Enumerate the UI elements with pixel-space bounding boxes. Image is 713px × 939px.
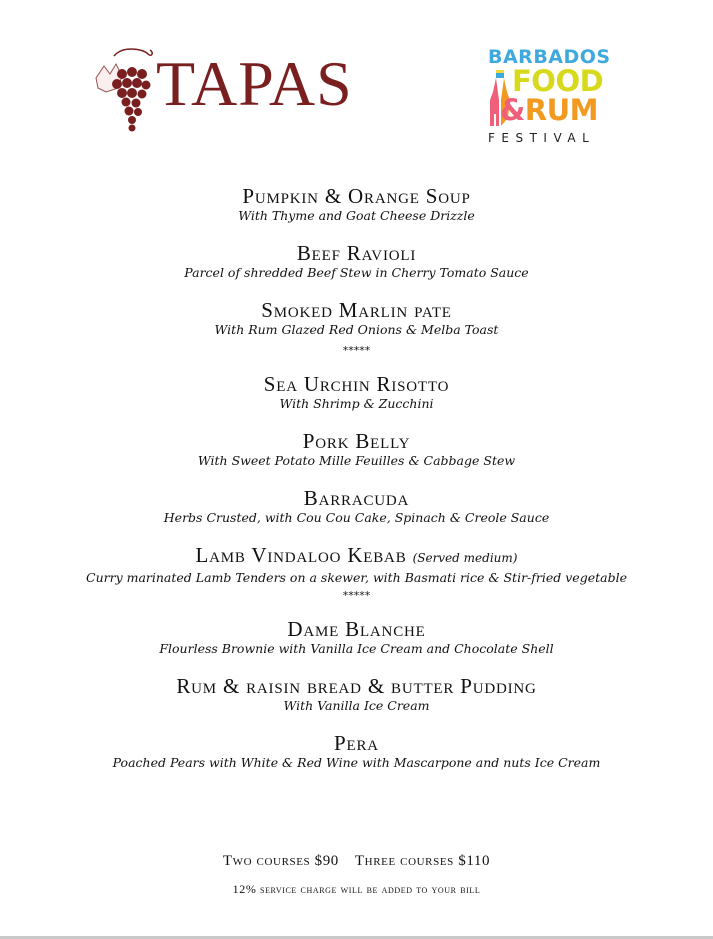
festival-logo-amp: &	[500, 93, 525, 127]
dish-item	[0, 676, 713, 733]
tapas-logo	[92, 44, 353, 140]
menu-list	[0, 186, 713, 773]
festival-logo-festival: FESTIVAL	[488, 131, 596, 145]
dish-item	[0, 431, 713, 488]
dish-item	[0, 619, 713, 676]
dish-description: Poached Pears with White & Red Wine with Mascarpone and nuts Ice Cream	[112, 755, 601, 770]
dish-name: Pork Belly	[302, 429, 411, 453]
dish-description: With Thyme and Goat Cheese Drizzle	[238, 208, 475, 223]
three-courses-price: Three courses $110	[354, 853, 491, 869]
dish-description: Flourless Brownie with Vanilla Ice Cream and Chocolate Shell	[159, 641, 554, 656]
dish-description: Parcel of shredded Beef Stew in Cherry Tomato Sauce	[184, 265, 529, 280]
dish-description: With Vanilla Ice Cream	[283, 698, 430, 713]
festival-logo	[486, 48, 631, 148]
dish-description: With Shrimp & Zucchini	[279, 396, 434, 411]
dish-note: (Served medium)	[412, 551, 518, 565]
dish-name: Sea Urchin Risotto	[263, 372, 450, 396]
dish-description: Curry marinated Lamb Tenders on a skewer, with Basmati rice & Stir-fried vegetable	[86, 570, 627, 585]
dish-name: Rum & raisin bread & butter Pudding	[176, 674, 537, 698]
dish-item	[0, 374, 713, 431]
restaurant-name	[156, 48, 353, 119]
dish-description: With Sweet Potato Mille Feuilles & Cabbage Stew	[197, 453, 516, 468]
dish-name-with-note	[0, 545, 713, 569]
dish-name: Barracuda	[303, 486, 410, 510]
festival-logo-food: FOOD	[512, 64, 604, 98]
festival-logo-rum	[500, 93, 599, 127]
dish-item	[0, 300, 713, 344]
dish-item	[0, 488, 713, 545]
festival-logo-barbados: BARBADOS	[488, 46, 611, 68]
dish-item	[0, 186, 713, 243]
dish-name: Beef Ravioli	[296, 241, 417, 265]
two-courses-price: Two courses $90	[222, 853, 339, 869]
restaurant-name-text: TAPAS	[156, 48, 353, 119]
course-separator: *****	[342, 589, 371, 602]
grape-vine-icon	[92, 44, 162, 140]
dish-item	[0, 733, 713, 773]
dish-description: With Rum Glazed Red Onions & Melba Toast	[214, 322, 499, 337]
dish-item	[0, 545, 713, 589]
festival-logo-rum-word: RUM	[524, 93, 599, 127]
dish-name: Pumpkin & Orange Soup	[242, 184, 471, 208]
dish-name: Dame Blanche	[287, 617, 426, 641]
dish-description: Herbs Crusted, with Cou Cou Cake, Spinach & Creole Sauce	[163, 510, 550, 525]
dish-name: Lamb Vindaloo Kebab	[195, 543, 407, 567]
dish-name: Smoked Marlin pate	[261, 298, 452, 322]
dish-name: Pera	[334, 731, 379, 755]
price-info	[0, 853, 713, 870]
course-separator: *****	[342, 344, 371, 357]
service-charge-note: 12% service charge will be added to your bill	[232, 882, 481, 896]
dish-item	[0, 243, 713, 300]
